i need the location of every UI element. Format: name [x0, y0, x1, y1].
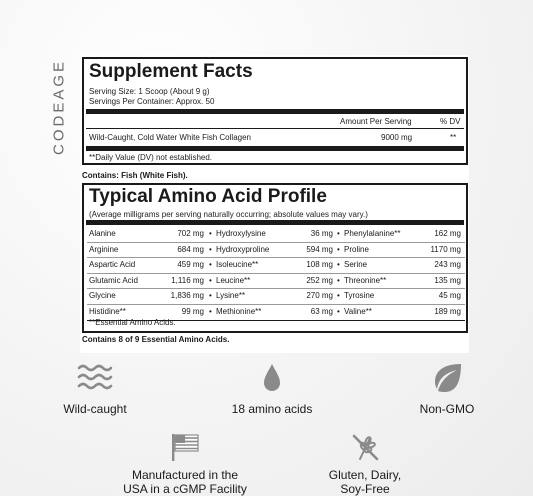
ingredient-name: Wild-Caught, Cold Water White Fish Collagen [89, 133, 251, 142]
column-separator-dot: • [209, 306, 212, 316]
feature-allergen-free [300, 432, 430, 496]
brand-logo [48, 52, 70, 162]
table-row [87, 274, 465, 290]
col-dv-header: % DV [440, 117, 461, 126]
table-row [87, 289, 465, 305]
amino-acid-amount: 1,116 mg [171, 275, 204, 285]
amino-acid-amount: 684 mg [177, 244, 204, 254]
amino-acid-amount: 162 mg [434, 229, 461, 238]
amino-acid-name: Alanine [89, 229, 116, 238]
amino-acid-name: Histidine** [89, 306, 126, 316]
amino-acid-name: Phenylalanine** [344, 229, 401, 238]
amino-acid-name: Leucine** [216, 275, 251, 285]
amino-footnote: **Essential Amino Acids. [89, 318, 176, 327]
thick-rule [86, 220, 464, 225]
feature-label: 18 amino acids [231, 402, 313, 416]
amino-acid-name: Lysine** [216, 291, 246, 301]
amino-acid-amount: 99 mg [181, 306, 204, 316]
feature-label: Non-GMO [419, 402, 475, 416]
amino-acid-amount: 594 mg [306, 244, 333, 254]
amino-acid-amount: 1170 mg [430, 244, 461, 254]
amino-acid-amount: 36 mg [310, 229, 333, 238]
column-separator-dot: • [209, 244, 212, 254]
supplement-facts-box [82, 57, 468, 165]
amino-acid-name: Aspartic Acid [89, 260, 136, 270]
amino-acid-amount: 270 mg [306, 291, 333, 301]
amino-acid-name: Arginine [89, 244, 119, 254]
amino-acid-table [87, 227, 465, 321]
amino-acid-name: Threonine** [344, 275, 387, 285]
amino-acid-amount: 702 mg [177, 229, 204, 238]
column-separator-dot: • [337, 244, 340, 254]
column-separator-dot: • [337, 291, 340, 301]
amino-acid-name: Serine [344, 260, 368, 270]
ingredient-amount: 9000 mg [381, 133, 413, 142]
amino-profile-subtitle: (Average milligrams per serving naturally occurring; absolute values may vary.) [89, 210, 368, 219]
amino-acid-amount: 45 mg [438, 291, 461, 301]
contains-fish-note: Contains: Fish (White Fish). [82, 171, 188, 180]
table-row [87, 243, 465, 259]
feature-amino-acids [212, 362, 332, 416]
waves-icon [76, 362, 114, 392]
amino-acid-amount: 108 mg [306, 260, 333, 270]
column-separator-dot: • [209, 260, 212, 270]
feature-label: Wild-caught [63, 402, 127, 416]
amino-acid-name: Valine** [344, 306, 372, 316]
thin-rule [86, 128, 464, 129]
thick-rule [86, 146, 464, 151]
column-separator-dot: • [337, 229, 340, 238]
leaf-icon [429, 362, 465, 394]
amino-acid-name: Tyrosine [344, 291, 375, 301]
amino-acid-name: Hydroxylysine [216, 229, 266, 238]
supplement-facts-title: Supplement Facts [89, 61, 253, 82]
feature-usa-cgmp [110, 432, 260, 496]
col-amount-header: Amount Per Serving [340, 117, 412, 126]
ingredient-dv: ** [450, 133, 457, 142]
table-row [87, 227, 465, 243]
column-separator-dot: • [337, 306, 340, 316]
serving-size: Serving Size: 1 Scoop (About 9 g) [89, 87, 210, 96]
contains-amino-note: Contains 8 of 9 Essential Amino Acids. [82, 335, 230, 344]
amino-acid-name: Proline [344, 244, 369, 254]
amino-acid-amount: 243 mg [434, 260, 461, 270]
amino-acid-amount: 252 mg [306, 275, 333, 285]
column-separator-dot: • [209, 291, 212, 301]
amino-acid-amount: 135 mg [434, 275, 461, 285]
amino-acid-amount: 189 mg [434, 306, 461, 316]
drop-icon [261, 362, 283, 394]
table-row [87, 258, 465, 274]
amino-profile-title: Typical Amino Acid Profile [89, 186, 327, 207]
feature-label-line2: USA in a cGMP Facility [123, 482, 247, 496]
amino-acid-amount: 63 mg [310, 306, 333, 316]
feature-wild-caught [40, 362, 150, 416]
column-separator-dot: • [209, 229, 212, 238]
brand-name: CODEAGE [50, 58, 68, 156]
amino-acid-name: Hydroxyproline [216, 244, 270, 254]
servings-per-container: Servings Per Container: Approx. 50 [89, 97, 215, 106]
amino-acid-name: Isoleucine** [216, 260, 259, 270]
sf-footnote: **Daily Value (DV) not established. [89, 153, 213, 162]
us-flag-icon [170, 432, 200, 462]
amino-acid-name: Glutamic Acid [89, 275, 138, 285]
feature-non-gmo [392, 362, 502, 416]
no-wheat-icon [350, 432, 380, 462]
column-separator-dot: • [209, 275, 212, 285]
amino-acid-name: Methionine** [216, 306, 262, 316]
column-separator-dot: • [337, 260, 340, 270]
feature-label-line1: Manufactured in the [131, 468, 239, 482]
feature-label-line2: Soy-Free [340, 482, 390, 496]
thick-rule [86, 109, 464, 114]
column-separator-dot: • [337, 275, 340, 285]
amino-acid-amount: 459 mg [177, 260, 204, 270]
amino-acid-amount: 1,836 mg [170, 291, 204, 301]
feature-label-line1: Gluten, Dairy, [328, 468, 402, 482]
amino-acid-name: Glycine [89, 291, 116, 301]
amino-acid-profile-box [82, 183, 468, 333]
